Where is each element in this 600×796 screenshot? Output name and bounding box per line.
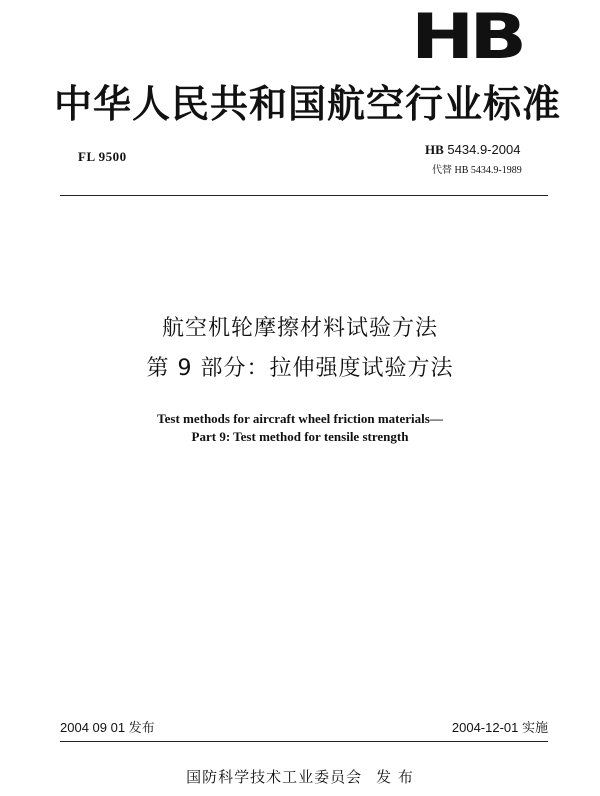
issuer-name: 国防科学技术工业委员会 bbox=[186, 768, 363, 786]
issuing-authority bbox=[0, 766, 600, 787]
standard-type-title: 中华人民共和国航空行业标准 bbox=[54, 82, 562, 126]
document-title-zh-line1: 航空机轮摩擦材料试验方法 bbox=[161, 316, 438, 341]
classification-code: FL 9500 bbox=[78, 149, 127, 164]
replaces-standard: 代替 HB 5434.9-1989 bbox=[432, 165, 522, 176]
implementation-date: 2004-12-01 实施 bbox=[451, 720, 548, 735]
standard-number-prefix: HB bbox=[425, 142, 444, 157]
standard-number-value: 5434.9-2004 bbox=[447, 142, 521, 157]
standard-number bbox=[425, 142, 520, 158]
issue-action: 发 布 bbox=[376, 768, 414, 786]
document-title-zh-line2: 第 9 部分：拉伸强度试验方法 bbox=[146, 356, 454, 381]
document-title-en-line1: Test methods for aircraft wheel friction materials— bbox=[157, 411, 443, 426]
document-title-en-line2: Part 9: Test method for tensile strength bbox=[191, 429, 409, 444]
hb-logo: HB bbox=[410, 0, 522, 73]
issue-date: 2004 09 01 发布 bbox=[60, 720, 155, 735]
bottom-divider bbox=[60, 741, 548, 742]
top-divider bbox=[60, 195, 548, 196]
